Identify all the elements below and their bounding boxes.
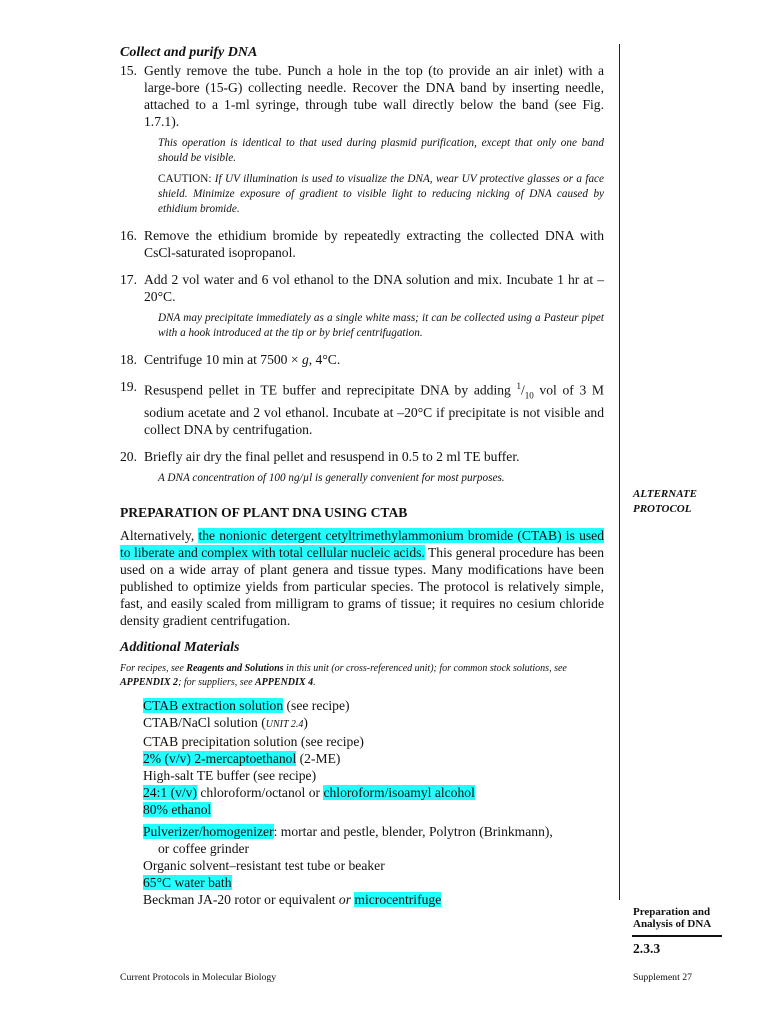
note-15a: This operation is identical to that used during plasmid purification, except that only one band should be visible. <box>158 137 604 164</box>
item-text: (2-ME) <box>296 751 341 767</box>
list-item <box>143 891 604 908</box>
step-text-part: Resuspend pellet in TE buffer and reprecipitate DNA by adding <box>144 382 517 398</box>
para-text: Alternatively, <box>120 528 199 544</box>
materials-note <box>120 662 604 689</box>
list-item <box>143 874 604 891</box>
highlighted-text: the nonionic detergent cetyltrimethylammonium bromide (CTAB) is used to liberate and complex with total cellular nucleic acids. <box>120 528 604 561</box>
collect-heading: Collect and purify DNA <box>120 45 258 60</box>
step-19 <box>120 378 604 438</box>
note-emphasis: Reagents and Solutions <box>186 663 284 675</box>
highlighted-text: 24:1 (v/v) <box>143 785 197 801</box>
step-text-part: Centrifuge 10 min at 7500 × <box>144 352 302 367</box>
step-15 <box>120 62 604 130</box>
caution-note <box>158 172 604 217</box>
step-number: 17. <box>120 272 137 287</box>
sidebar-text: Preparation and <box>633 906 711 918</box>
step-number: 18. <box>120 352 137 367</box>
section-rule <box>632 935 722 937</box>
margin-rule <box>619 44 620 900</box>
highlighted-text: Pulverizer/homogenizer <box>143 824 274 840</box>
fraction-denominator: 10 <box>524 390 534 401</box>
step-16 <box>120 227 604 261</box>
sidebar-text: PROTOCOL <box>633 503 692 515</box>
step-number: 16. <box>120 228 137 243</box>
materials-heading: Additional Materials <box>120 640 240 656</box>
highlighted-text: 80% ethanol <box>143 802 212 818</box>
page-body <box>120 44 604 908</box>
footer-journal: Current Protocols in Molecular Biology <box>120 972 277 983</box>
item-text: Beckman JA-20 rotor or equivalent <box>143 892 339 908</box>
step-text: Gently remove the tube. Punch a hole in the top (to provide an air inlet) with a large-bore (15-G) collecting needle. Recover the DNA band by inserting needle, attached to a 1-ml syringe, through tube wall directly below the band (see Fig. 1.7.1). <box>144 63 604 129</box>
step-text-part: , 4°C. <box>308 352 341 367</box>
item-text: chloroform/octanol or <box>197 785 324 801</box>
list-item <box>143 801 604 818</box>
note-text: For recipes, see <box>120 663 187 675</box>
step-text: Remove the ethidium bromide by repeatedly extracting the collected DNA with CsCl-saturated isopropanol. <box>144 228 604 260</box>
para-text: This general procedure has been used on a wide array of plant genera and tissue types. Many modifications have been published to optimize yields from particular species. The protocol is relatively simple, fast, and easily scaled from milligram to grams of tissue; it requires no cesium chloride density gradient centrifugation. <box>120 545 604 629</box>
note-text: . <box>313 676 316 688</box>
list-item <box>143 784 604 801</box>
list-item <box>143 823 604 840</box>
list-item <box>143 697 604 714</box>
step-number: 19. <box>120 379 137 394</box>
footer-supplement: Supplement 27 <box>633 972 693 983</box>
note-text: in this unit (or cross-referenced unit); for common stock solutions, see <box>283 663 567 675</box>
caution-text: If UV illumination is used to visualize the DNA, wear UV protective glasses or a face shield. Minimize exposure of gradient to visible light to reducing nicking of DNA caused by ethidium bromide. <box>158 173 604 215</box>
fraction-numerator: 1 <box>516 381 521 391</box>
highlighted-text: chloroform/isoamyl alcohol <box>323 785 475 801</box>
alternate-protocol-label <box>633 487 697 517</box>
note-emphasis: APPENDIX 4 <box>255 676 314 688</box>
section-number: 2.3.3 <box>633 941 661 956</box>
note-20: A DNA concentration of 100 ng/µl is generally convenient for most purposes. <box>158 472 505 485</box>
sidebar-text: ALTERNATE <box>633 488 697 500</box>
list-item <box>143 714 604 733</box>
list-item: Organic solvent–resistant test tube or beaker <box>143 858 385 874</box>
step-text-part: vol of 3 M sodium acetate and 2 vol ethanol. Incubate at –20°C if precipitate is not visible and collect DNA by centrifugation. <box>144 382 604 438</box>
list-item: CTAB precipitation solution (see recipe) <box>143 734 364 750</box>
item-text: ) <box>303 715 308 731</box>
step-text: Briefly air dry the final pellet and resuspend in 0.5 to 2 ml TE buffer. <box>144 449 520 465</box>
step-number: 20. <box>120 449 137 465</box>
step-text <box>144 378 604 438</box>
list-item: High-salt TE buffer (see recipe) <box>143 768 317 784</box>
highlighted-text: 65°C water bath <box>143 875 232 891</box>
unit-reference: UNIT 2.4 <box>265 719 304 731</box>
item-text: (see recipe) <box>283 698 350 714</box>
step-20 <box>120 448 604 465</box>
list-item-continuation: or coffee grinder <box>158 841 250 857</box>
sidebar-text: Analysis of DNA <box>633 918 712 930</box>
chapter-label <box>633 906 711 930</box>
ctab-intro-paragraph <box>120 527 604 629</box>
step-number: 15. <box>120 63 137 78</box>
highlighted-text: CTAB extraction solution <box>143 698 284 714</box>
step-text: Add 2 vol water and 6 vol ethanol to the DNA solution and mix. Incubate 1 hr at –20°C. <box>144 272 604 304</box>
note-17: DNA may precipitate immediately as a single white mass; it can be collected using a Pasteur pipet with a hook introduced at the tip or by brief centrifugation. <box>158 312 604 339</box>
note-emphasis: APPENDIX 2 <box>120 676 179 688</box>
item-text: : mortar and pestle, blender, Polytron (Brinkmann), <box>273 824 553 840</box>
g-force-symbol: g <box>301 352 309 367</box>
caution-label: CAUTION: <box>158 173 212 185</box>
step-text <box>144 351 604 368</box>
note-text: ; for suppliers, see <box>178 676 256 688</box>
highlighted-text: 2% (v/v) 2-mercaptoethanol <box>143 751 297 767</box>
italic-or: or <box>338 892 352 908</box>
step-17 <box>120 271 604 305</box>
fraction-slash: / <box>520 382 525 398</box>
list-item <box>143 750 604 767</box>
highlighted-text: microcentrifuge <box>354 892 442 908</box>
ctab-heading: PREPARATION OF PLANT DNA USING CTAB <box>120 505 408 521</box>
item-text: CTAB/NaCl solution ( <box>143 715 266 731</box>
materials-list <box>143 697 604 908</box>
step-18 <box>120 351 604 368</box>
